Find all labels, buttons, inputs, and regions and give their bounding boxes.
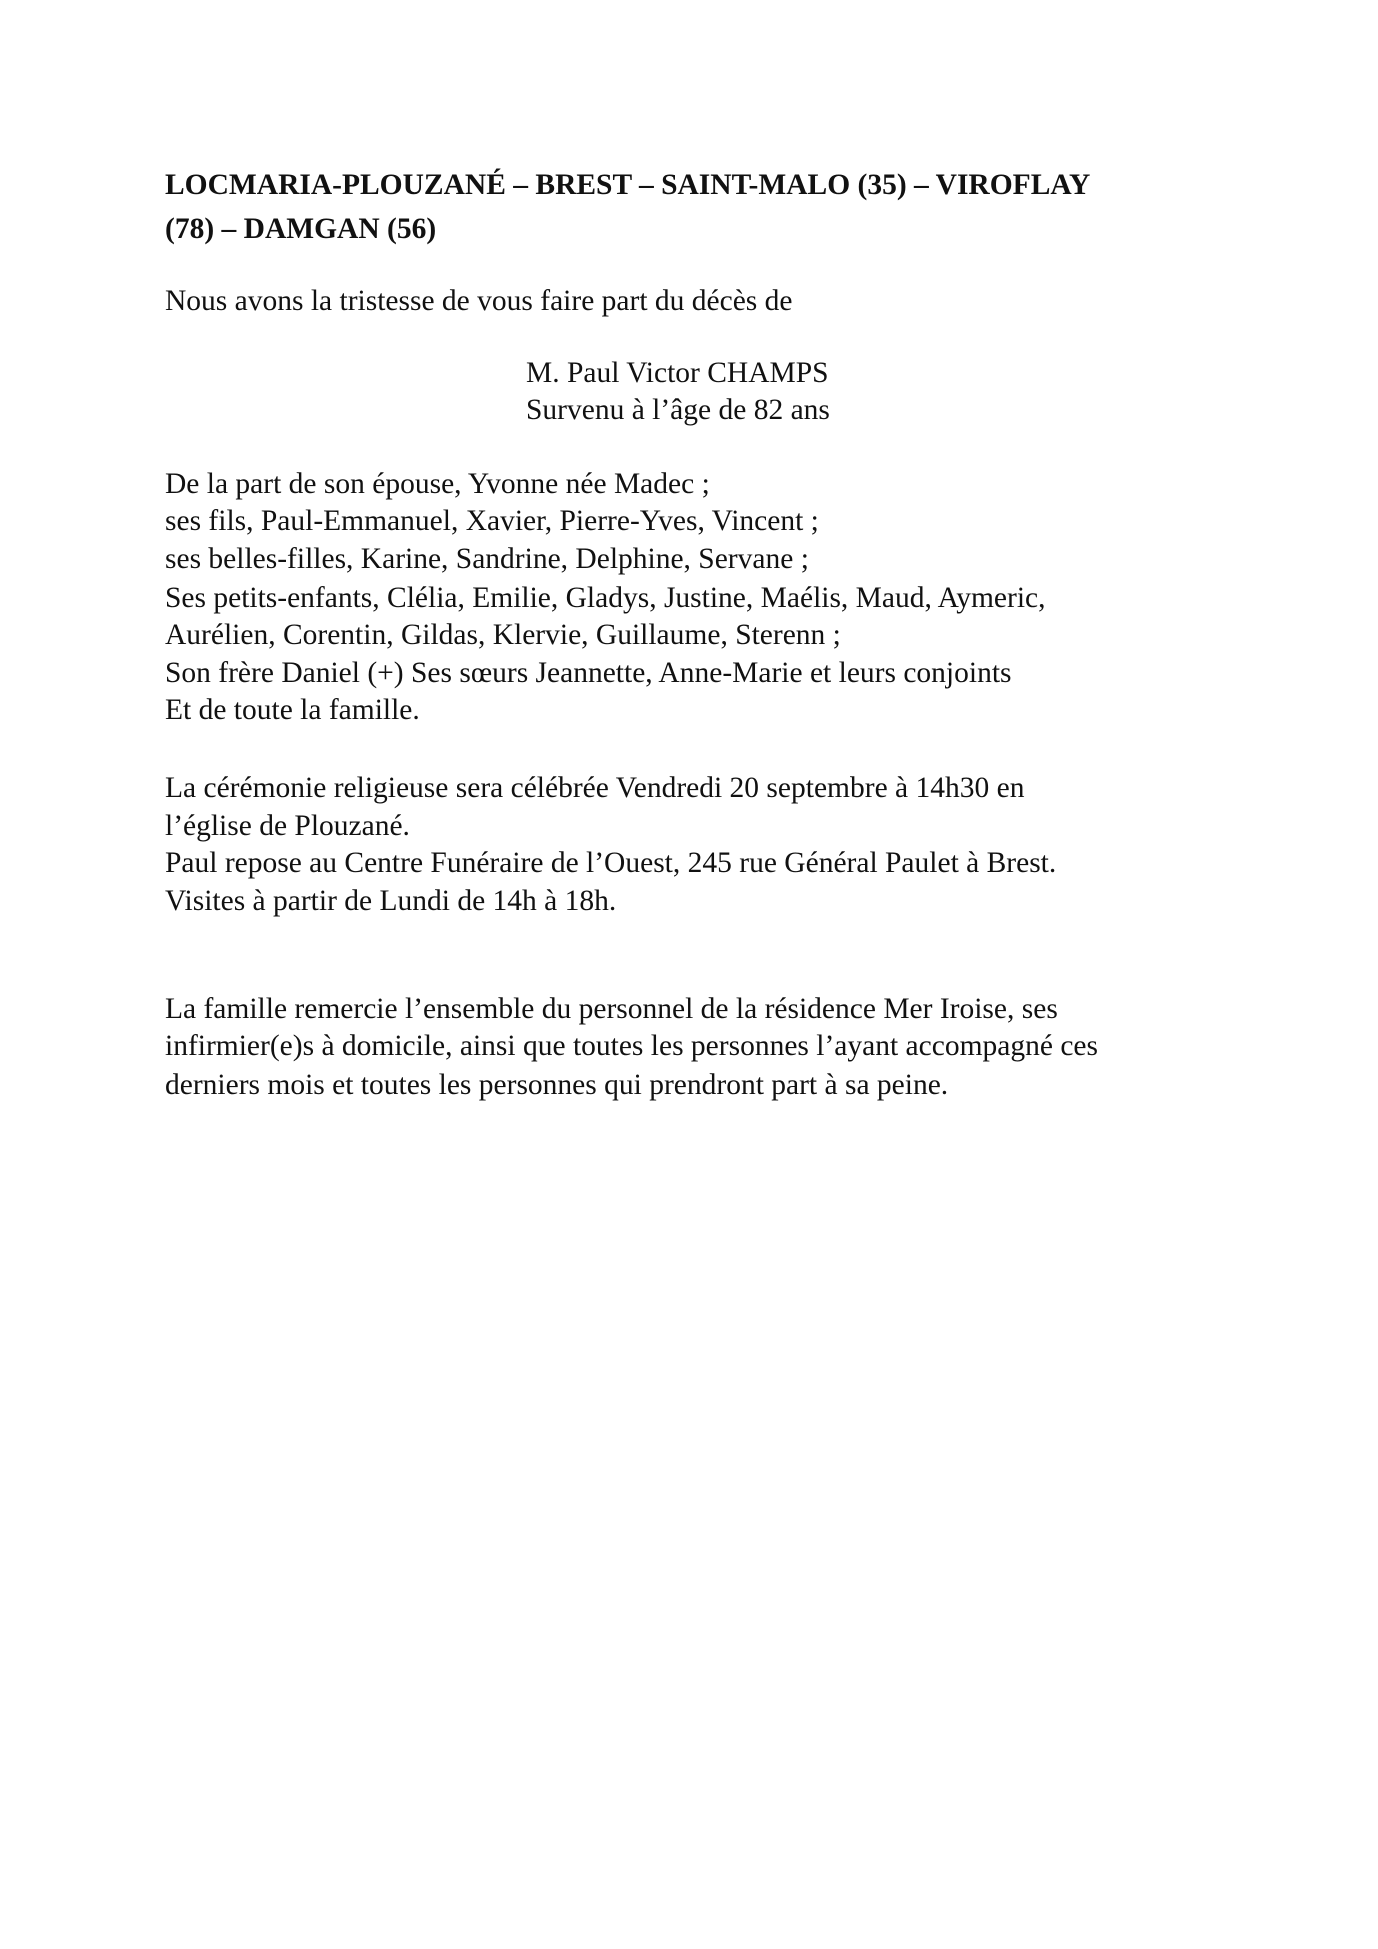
title-line: LOCMARIA-PLOUZANÉ – BREST – SAINT-MALO (35) – VIROFLAY bbox=[165, 169, 1091, 201]
family-line: ses fils, Paul-Emmanuel, Xavier, Pierre-Yves, Vincent ; bbox=[165, 505, 819, 537]
ceremony-line: La cérémonie religieuse sera célébrée Vendredi 20 septembre à 14h30 en bbox=[165, 772, 1025, 804]
thanks-line: La famille remercie l’ensemble du personnel de la résidence Mer Iroise, ses bbox=[165, 993, 1058, 1025]
intro-text: Nous avons la tristesse de vous faire part du décès de bbox=[165, 285, 793, 317]
deceased-age: Survenu à l’âge de 82 ans bbox=[526, 394, 830, 426]
deceased-name: M. Paul Victor CHAMPS bbox=[526, 357, 829, 389]
family-line: ses belles-filles, Karine, Sandrine, Delphine, Servane ; bbox=[165, 543, 809, 575]
thanks-line: derniers mois et toutes les personnes qui prendront part à sa peine. bbox=[165, 1069, 949, 1101]
ceremony-line: l’église de Plouzané. bbox=[165, 810, 410, 842]
ceremony-line: Paul repose au Centre Funéraire de l’Ouest, 245 rue Général Paulet à Brest. bbox=[165, 847, 1057, 879]
ceremony-line: Visites à partir de Lundi de 14h à 18h. bbox=[165, 885, 617, 917]
thanks-line: infirmier(e)s à domicile, ainsi que toutes les personnes l’ayant accompagné ces bbox=[165, 1030, 1099, 1062]
family-line: Et de toute la famille. bbox=[165, 694, 420, 726]
family-line: Aurélien, Corentin, Gildas, Klervie, Guillaume, Sterenn ; bbox=[165, 619, 841, 651]
family-line: Son frère Daniel (+) Ses sœurs Jeannette, Anne-Marie et leurs conjoints bbox=[165, 657, 1012, 689]
family-line: Ses petits-enfants, Clélia, Emilie, Gladys, Justine, Maélis, Maud, Aymeric, bbox=[165, 582, 1046, 614]
title-line: (78) – DAMGAN (56) bbox=[165, 213, 437, 245]
family-line: De la part de son épouse, Yvonne née Madec ; bbox=[165, 468, 710, 500]
